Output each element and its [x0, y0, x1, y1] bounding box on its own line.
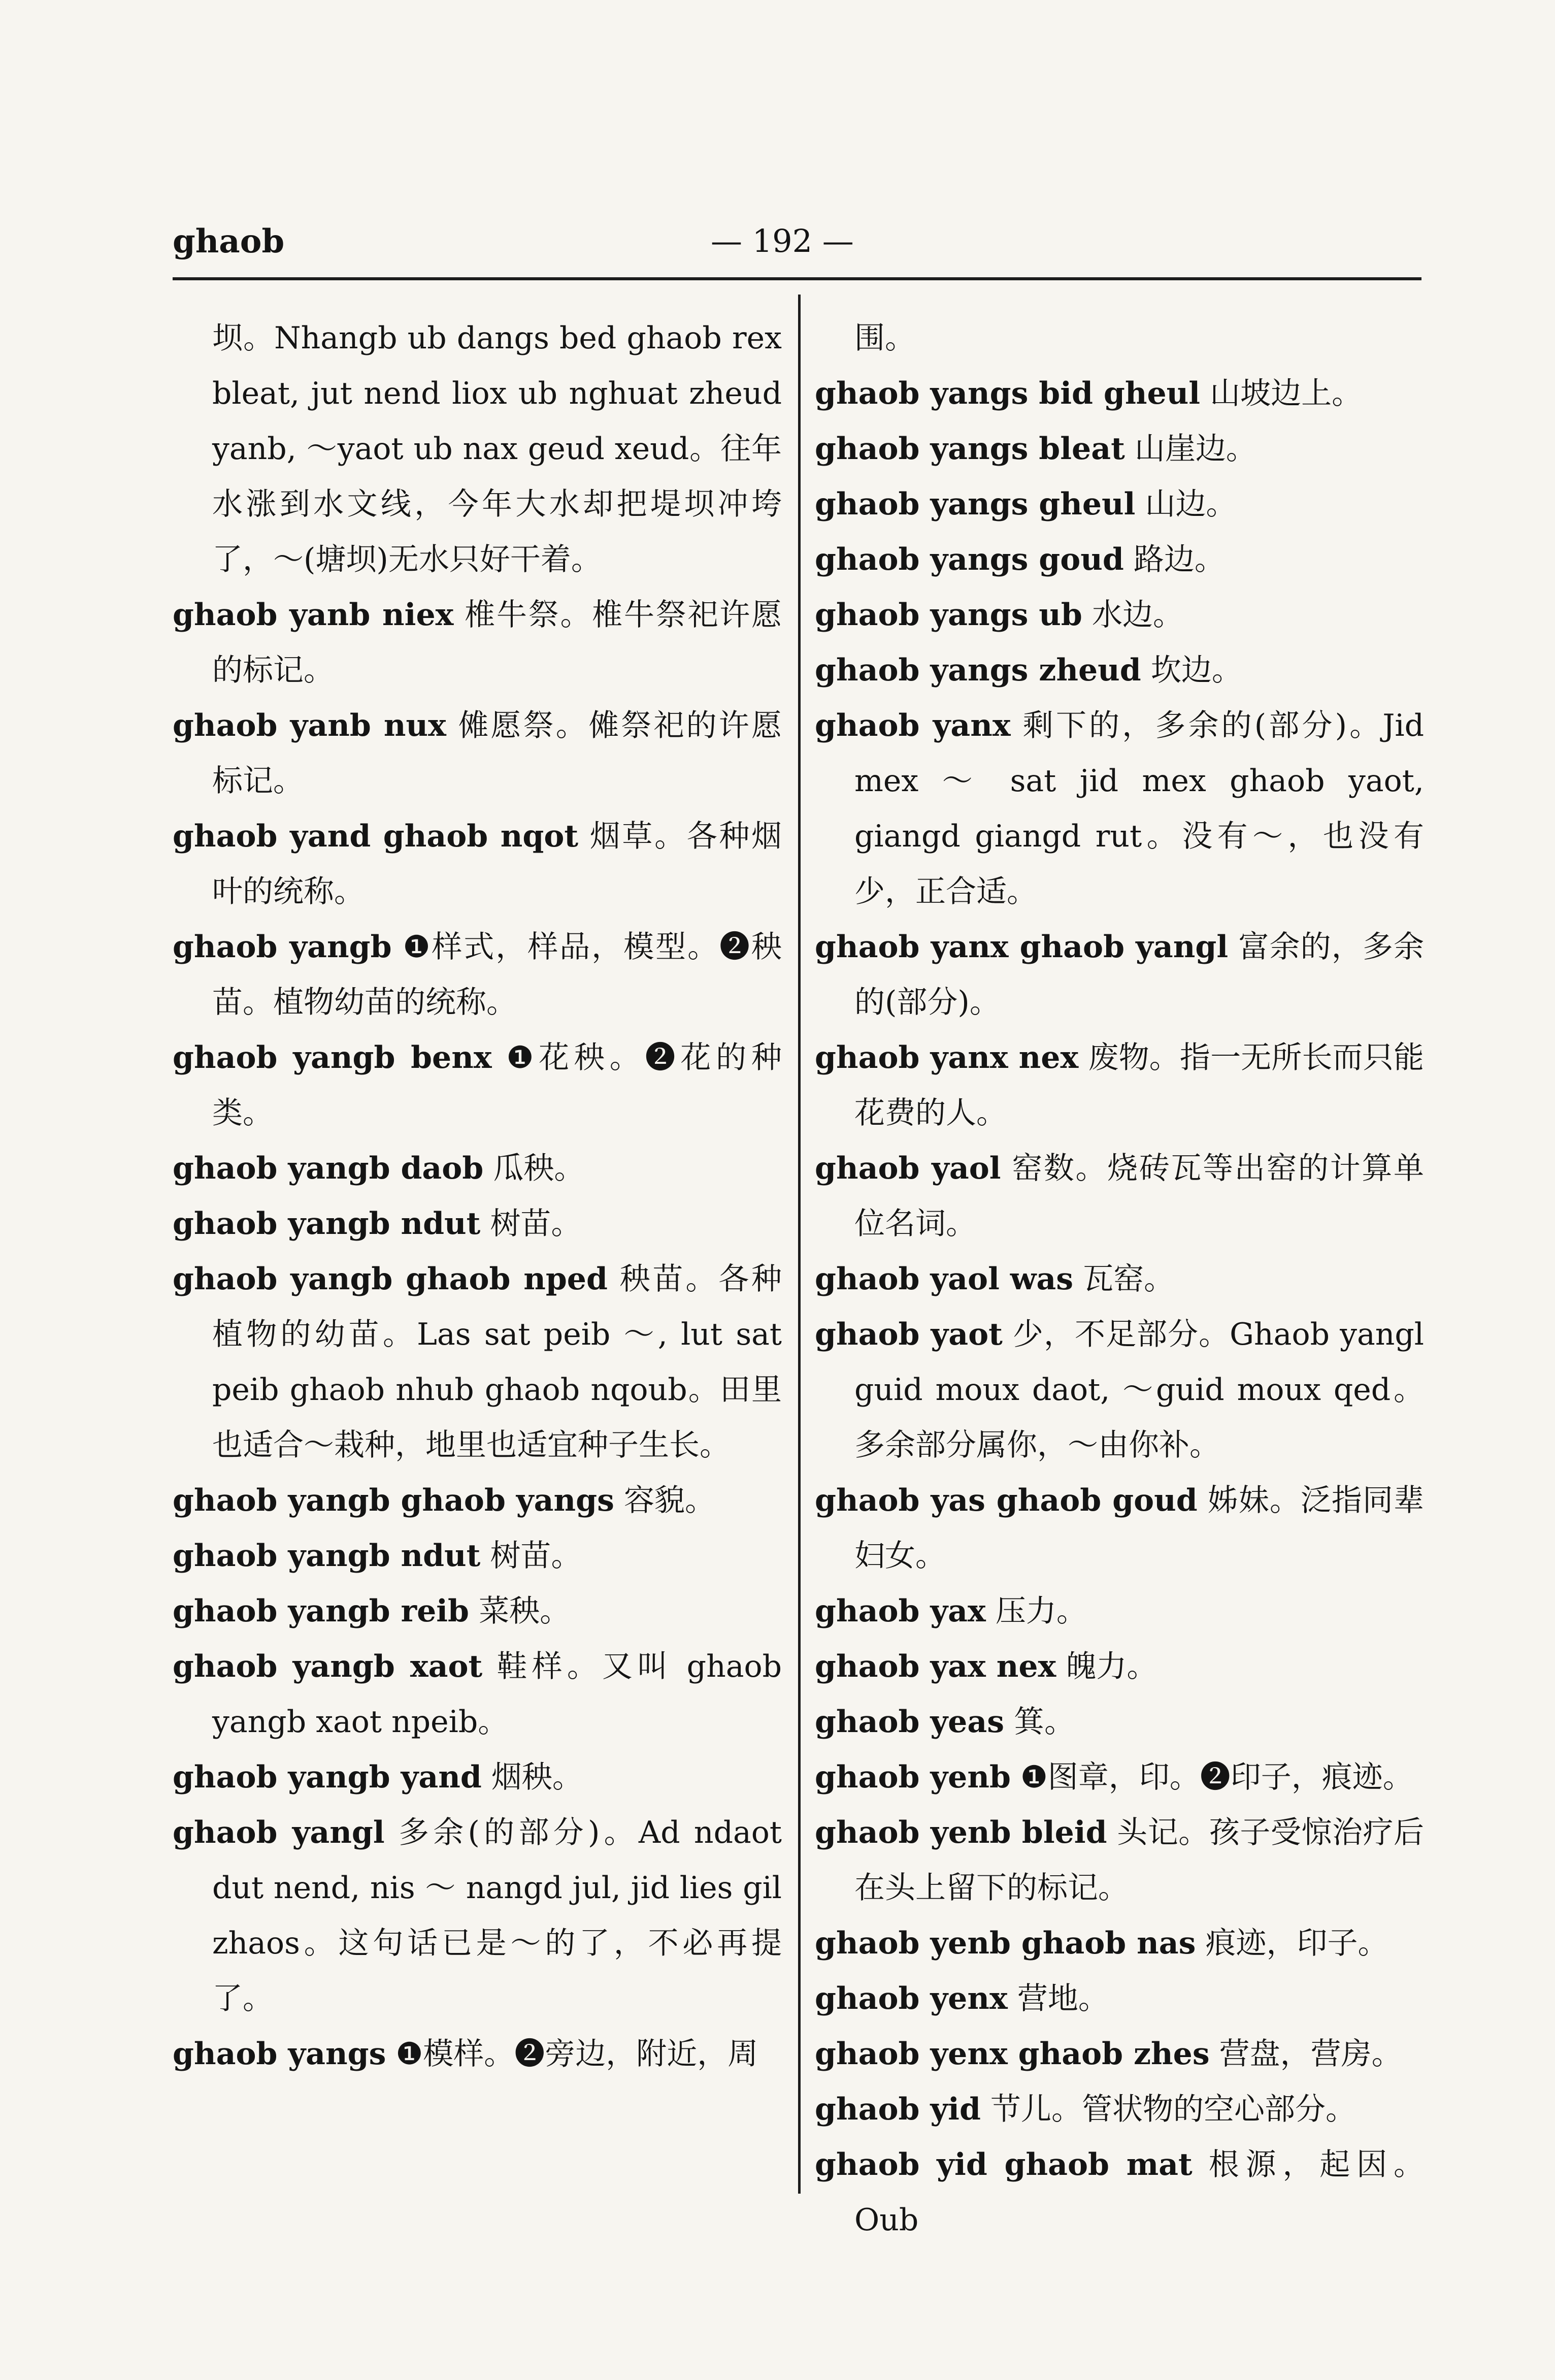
- dictionary-entry: [815, 366, 1424, 421]
- entry-definition: 烟秧。: [481, 1759, 583, 1795]
- entry-headword: ghaob yangb ghaob nped: [173, 1261, 608, 1297]
- entry-headword: ghaob yanx: [815, 708, 1011, 743]
- dictionary-entry: [815, 698, 1424, 920]
- dictionary-entry: [815, 2082, 1424, 2137]
- entry-definition: 菜秧。: [469, 1593, 571, 1629]
- dictionary-entry: [815, 588, 1424, 643]
- entry-definition: 头记。孩子受惊治疗后在头上留下的标记。: [854, 1815, 1424, 1906]
- entry-definition: ❶样式，样品，模型。❷秧苗。植物幼苗的统称。: [212, 929, 782, 1020]
- dictionary-entry: [173, 920, 782, 1030]
- dictionary-entry: [815, 1639, 1424, 1694]
- dictionary-entry: [815, 1694, 1424, 1750]
- dictionary-entry: [173, 1584, 782, 1639]
- entry-definition: 树苗。: [480, 1538, 582, 1574]
- dictionary-entry: [173, 311, 782, 588]
- entry-headword: ghaob yand ghaob nqot: [173, 819, 579, 854]
- dictionary-entry: [815, 311, 1424, 366]
- entry-headword: ghaob yangs goud: [815, 542, 1124, 577]
- entry-definition: 椎牛祭。椎牛祭祀许愿的标记。: [212, 597, 782, 688]
- dictionary-entry: [173, 1528, 782, 1584]
- entry-definition: 围。: [854, 320, 915, 356]
- entry-definition: 根源，起因。Oub: [854, 2147, 1424, 2238]
- entry-definition: 痕迹，印子。: [1196, 1926, 1388, 1961]
- page-header: [173, 212, 1421, 278]
- entry-headword: ghaob yaol was: [815, 1261, 1074, 1297]
- dictionary-entry: [815, 1971, 1424, 2027]
- entry-headword: ghaob yid: [815, 2092, 981, 2127]
- dictionary-entry: [815, 1916, 1424, 1971]
- entry-headword: ghaob yangb daob: [173, 1151, 484, 1186]
- entry-headword: ghaob yeas: [815, 1704, 1005, 1740]
- entry-definition: ❶模样。❷旁边，附近，周: [386, 2036, 758, 2072]
- entry-headword: ghaob yanb niex: [173, 597, 454, 633]
- right-column: [815, 311, 1424, 2248]
- entry-definition: 坝。Nhangb ub dangs bed ghaob rex bleat, jut nend liox ub nghuat zheud yanb, ～yaot ub nax geud xeud。往年水涨到水文线，今年大水却把堤坝冲垮了，～(塘坝)无水只好干着。: [212, 320, 782, 577]
- entry-headword: ghaob yangb benx: [173, 1040, 492, 1075]
- entry-headword: ghaob yangb ghaob yangs: [173, 1483, 614, 1518]
- entry-definition: 瓦窑。: [1073, 1261, 1175, 1297]
- dictionary-entry: [815, 532, 1424, 588]
- page-number: — 192 —: [711, 222, 854, 259]
- entry-headword: ghaob yangb xaot: [173, 1649, 483, 1684]
- dictionary-entry: [815, 1252, 1424, 1307]
- dictionary-entry: [815, 920, 1424, 1030]
- entry-headword: ghaob yangs: [173, 2036, 386, 2072]
- entry-definition: 姊妹。泛指同辈妇女。: [854, 1483, 1424, 1574]
- entry-definition: 富余的，多余的(部分)。: [854, 929, 1424, 1020]
- dictionary-entry: [173, 809, 782, 920]
- entry-headword: ghaob yangs bid gheul: [815, 376, 1201, 411]
- entry-headword: ghaob yangb ndut: [173, 1538, 481, 1574]
- dictionary-entry: [815, 1750, 1424, 1805]
- entry-headword: ghaob yangb: [173, 929, 392, 965]
- entry-headword: ghaob yangs zheud: [815, 653, 1141, 688]
- entry-headword: ghaob yaol: [815, 1151, 1001, 1186]
- entry-headword: ghaob yangs gheul: [815, 486, 1136, 522]
- dictionary-entry: [815, 1584, 1424, 1639]
- dictionary-entry: [815, 2027, 1424, 2082]
- entry-definition: 山坡边上。: [1200, 376, 1363, 411]
- dictionary-entry: [815, 1805, 1424, 1916]
- dictionary-entry: [815, 1473, 1424, 1584]
- dictionary-entry: [173, 1196, 782, 1252]
- entry-definition: 秧苗。各种植物的幼苗。Las sat peib ～, lut sat peib ghaob nhub ghaob nqoub。田里也适合～栽种，地里也适宜种子生长。: [212, 1261, 782, 1463]
- entry-definition: 树苗。: [480, 1206, 582, 1242]
- entry-definition: ❶花秧。❷花的种类。: [212, 1040, 782, 1131]
- entry-headword: ghaob yangs ub: [815, 597, 1082, 633]
- entry-definition: 剩下的，多余的(部分)。Jid mex ～ sat jid mex ghaob yaot, giangd giangd rut。没有～，也没有少，正合适。: [854, 708, 1424, 909]
- entry-headword: ghaob yanx ghaob yangl: [815, 929, 1229, 965]
- entry-definition: 箕。: [1004, 1704, 1075, 1740]
- entry-headword: ghaob yangb reib: [173, 1593, 470, 1629]
- entry-definition: 废物。指一无所长而只能花费的人。: [854, 1040, 1424, 1131]
- dictionary-entry: [173, 588, 782, 698]
- dictionary-entry: [173, 1030, 782, 1141]
- dictionary-entry: [173, 1639, 782, 1750]
- dictionary-entry: [815, 1141, 1424, 1252]
- entry-headword: ghaob yaot: [815, 1317, 1003, 1352]
- entry-definition: 魄力。: [1056, 1649, 1157, 1684]
- entry-headword: ghaob yenb ghaob nas: [815, 1926, 1196, 1961]
- entry-definition: 瓜秧。: [483, 1151, 585, 1186]
- dictionary-entry: [173, 698, 782, 809]
- entry-definition: 坎边。: [1141, 653, 1242, 688]
- dictionary-entry: [173, 1750, 782, 1805]
- entry-headword: ghaob yanx nex: [815, 1040, 1079, 1075]
- dictionary-entry: [815, 1307, 1424, 1473]
- dictionary-entry: [815, 1030, 1424, 1141]
- dictionary-entry: [815, 477, 1424, 532]
- left-column: [173, 311, 782, 2082]
- dictionary-entry: [173, 2027, 782, 2082]
- entry-definition: 营盘，营房。: [1209, 2036, 1402, 2072]
- entry-definition: ❶图章，印。❷印子，痕迹。: [1010, 1759, 1413, 1795]
- column-divider: [798, 295, 801, 2194]
- entry-headword: ghaob yangb ndut: [173, 1206, 481, 1242]
- entry-definition: 窑数。烧砖瓦等出窑的计算单位名词。: [854, 1151, 1424, 1242]
- dictionary-entry: [173, 1473, 782, 1528]
- entry-definition: 多余(的部分)。Ad ndaot dut nend, nis ～ nangd jul, jid lies gil zhaos。这句话已是～的了，不必再提了。: [212, 1815, 782, 2016]
- entry-headword: ghaob yangl: [173, 1815, 385, 1850]
- entry-definition: 山边。: [1135, 486, 1237, 522]
- entry-definition: 营地。: [1007, 1981, 1109, 2016]
- entry-headword: ghaob yas ghaob goud: [815, 1483, 1198, 1518]
- dictionary-entry: [173, 1805, 782, 2027]
- header-rule: [173, 277, 1421, 280]
- dictionary-entry: [815, 421, 1424, 477]
- entry-definition: 容貌。: [614, 1483, 715, 1518]
- entry-headword: ghaob yax nex: [815, 1649, 1056, 1684]
- entry-definition: 水边。: [1082, 597, 1183, 633]
- entry-headword: ghaob yanb nux: [173, 708, 446, 743]
- dictionary-entry: [815, 2137, 1424, 2248]
- entry-headword: ghaob yangs bleat: [815, 431, 1125, 467]
- entry-headword: ghaob yenb: [815, 1759, 1011, 1795]
- entry-definition: 压力。: [985, 1593, 1087, 1629]
- entry-headword: ghaob yenx: [815, 1981, 1008, 2016]
- entry-definition: 烟草。各种烟叶的统称。: [212, 819, 782, 909]
- entry-headword: ghaob yenb bleid: [815, 1815, 1107, 1850]
- dictionary-entry: [815, 643, 1424, 698]
- entry-headword: ghaob yax: [815, 1593, 986, 1629]
- running-head-word: ghaob: [173, 222, 285, 260]
- entry-headword: ghaob yenx ghaob zhes: [815, 2036, 1210, 2072]
- entry-headword: ghaob yangb yand: [173, 1759, 482, 1795]
- entry-definition: 少，不足部分。Ghaob yangl guid moux daot, ～guid moux qed。多余部分属你，～由你补。: [854, 1317, 1424, 1463]
- entry-definition: 鞋样。又叫 ghaob yangb xaot npeib。: [212, 1649, 782, 1740]
- entry-definition: 傩愿祭。傩祭祀的许愿标记。: [212, 708, 782, 799]
- dictionary-entry: [173, 1252, 782, 1473]
- entry-definition: 节儿。管状物的空心部分。: [980, 2092, 1357, 2127]
- entry-headword: ghaob yid ghaob mat: [815, 2147, 1193, 2182]
- dictionary-entry: [173, 1141, 782, 1196]
- entry-definition: 山崖边。: [1124, 431, 1256, 467]
- entry-definition: 路边。: [1123, 542, 1225, 577]
